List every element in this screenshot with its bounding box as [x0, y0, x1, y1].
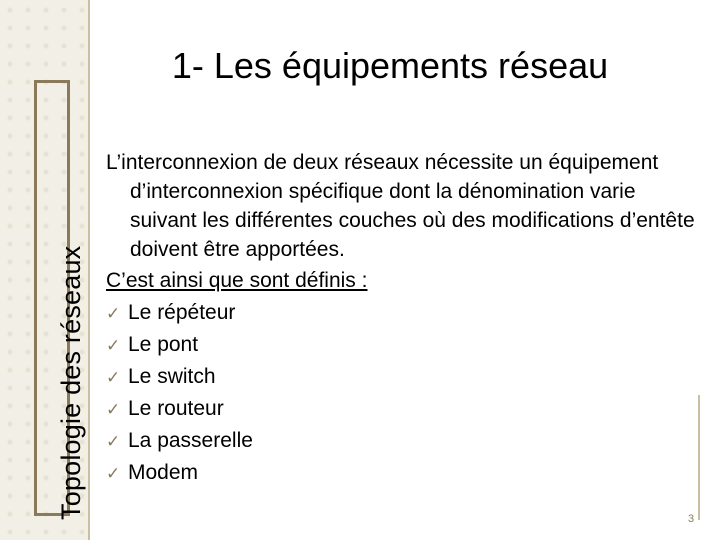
- list-item: [106, 426, 706, 455]
- lead-text: C’est ainsi que sont définis :: [106, 269, 368, 292]
- checkmark-icon: ✓: [106, 336, 121, 355]
- equipment-list: [106, 298, 706, 487]
- slide-title: 1- Les équipements réseau: [171, 45, 609, 86]
- checkmark-icon: ✓: [106, 432, 121, 451]
- list-item: [106, 458, 706, 487]
- intro-paragraph: L’interconnexion de deux réseaux nécessite un équipement d’interconnexion spécifique dont la dénomination varie suivant les différentes couches où des modifications d’entête doivent être apportées.: [106, 151, 695, 261]
- checkmark-icon: ✓: [106, 400, 121, 419]
- list-item: [106, 298, 706, 327]
- list-item-label: Le routeur: [128, 397, 224, 420]
- checkmark-icon: ✓: [106, 368, 121, 387]
- list-item: [106, 330, 706, 359]
- list-item: [106, 394, 706, 423]
- list-item: [106, 362, 706, 391]
- list-item-label: Le répéteur: [128, 301, 236, 324]
- page-frame-line: [698, 395, 700, 520]
- lead-sentence: [106, 266, 706, 295]
- list-item-label: Modem: [128, 461, 199, 484]
- side-band-edge: [88, 0, 90, 540]
- list-item-label: Le switch: [128, 365, 216, 388]
- checkmark-icon: ✓: [106, 304, 121, 323]
- list-item-label: Le pont: [128, 333, 199, 356]
- page-number: 3: [688, 513, 695, 525]
- checkmark-icon: ✓: [106, 464, 121, 483]
- side-title: Topologie des réseaux: [56, 245, 86, 520]
- slide-body: [106, 148, 706, 487]
- list-item-label: La passerelle: [128, 429, 253, 452]
